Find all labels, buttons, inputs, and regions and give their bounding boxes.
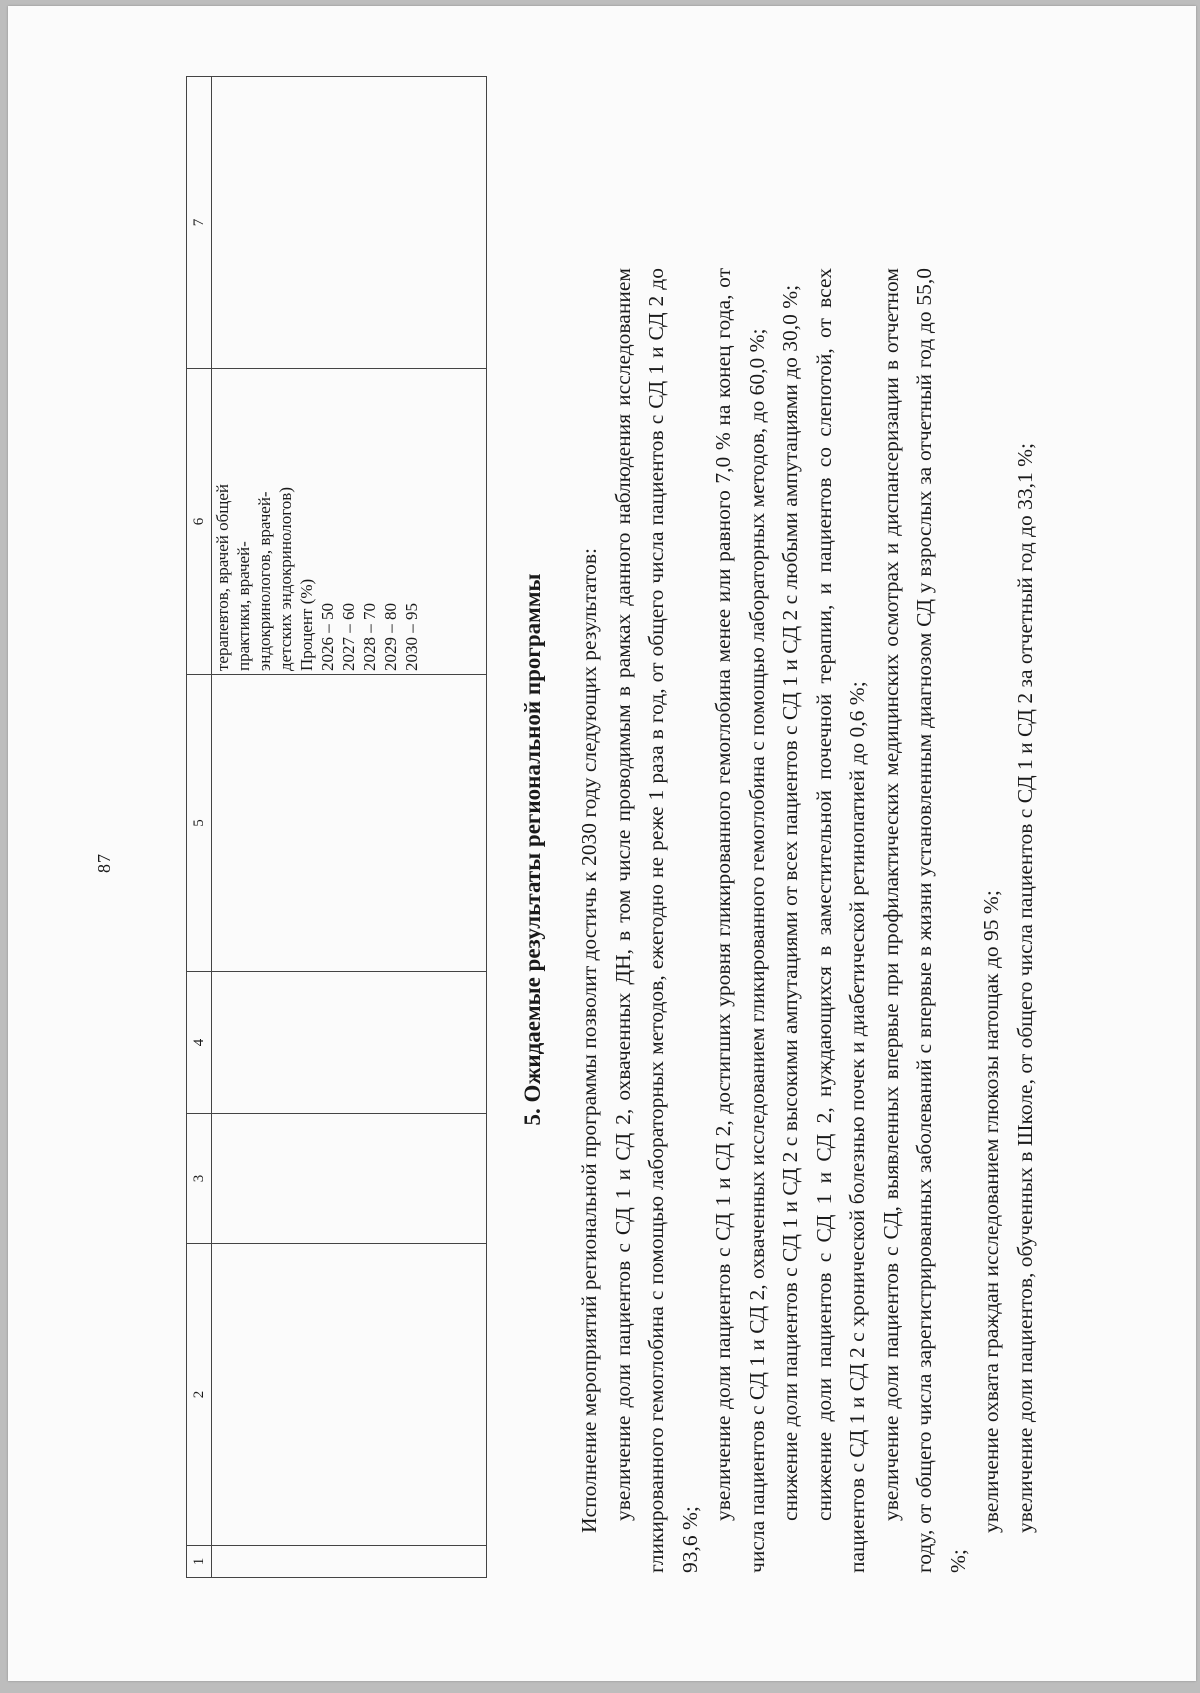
- document-page: [8, 6, 1196, 1681]
- table-cell: [212, 675, 487, 972]
- page-number: 87: [94, 853, 114, 873]
- paragraph: увеличение охвата граждан исследованием глюкозы натощак до 95 %;: [979, 890, 1003, 1533]
- cell-line: 2030 – 95: [402, 603, 421, 671]
- paragraph: увеличение доли пациентов с СД, выявленных впервые при профилактических медицинских осмотрах и диспансеризации в отчетном году, от общего числа зарегистрированных заболеваний с впервые в жизни установленным диагнозом СД у взрослых за отчетный год до 55,0 %;: [878, 268, 970, 1573]
- table-cell: [212, 972, 487, 1114]
- table-header-cell: 5: [187, 675, 212, 972]
- section-title: 5. Ожидаемые результаты региональной программы: [520, 573, 545, 1126]
- table-header-row: [187, 77, 212, 1578]
- continuation-table: [186, 76, 487, 1578]
- cell-line: 2026 – 50: [318, 603, 337, 671]
- table-header-cell: 4: [187, 972, 212, 1114]
- cell-line: Процент (%): [297, 578, 316, 671]
- table-cell: [212, 1114, 487, 1244]
- cell-line: терапевтов, врачей общей: [213, 484, 232, 671]
- paragraph: увеличение доли пациентов, обученных в Школе, от общего числа пациентов с СД 1 и СД 2 за отчетный год до 33,1 %;: [1012, 443, 1037, 1533]
- table-cell: [212, 1546, 487, 1578]
- cell-line: 2028 – 70: [360, 603, 379, 671]
- paragraph: Исполнение мероприятий региональной программы позволит достичь к 2030 году следующих результатов:: [577, 547, 601, 1533]
- cell-line: практики, врачей-: [234, 541, 253, 671]
- paragraph: снижение доли пациентов с СД 1 и СД 2, нуждающихся в заместительной почечной терапии, и пациентов со слепотой, от всех пациентов с СД 1 и СД 2 с хронической болезнью почек и диабетической ретинопатией до 0,6 %;: [811, 268, 869, 1573]
- table-cell: [212, 77, 487, 369]
- rotated-page-content: [8, 6, 1200, 1693]
- table-header-cell: 2: [187, 1244, 212, 1546]
- cell-line: 2029 – 80: [381, 603, 400, 671]
- table-header-cell: 6: [187, 369, 212, 675]
- cell-line: эндокринологов, врачей-: [255, 491, 274, 671]
- table-cell: [212, 1244, 487, 1546]
- cell-line: детских эндокринологов): [276, 487, 295, 671]
- paragraph: увеличение доли пациентов с СД 1 и СД 2, охваченных ДН, в том числе проводимым в рамках данного наблюдения исследованием гликированного гемоглобина с помощью лабораторных методов, ежегодно не реже 1 раза в год, от общего числа пациентов с СД 1 и СД 2 до 93,6 %;: [610, 268, 702, 1573]
- table-header-cell: 3: [187, 1114, 212, 1244]
- indicator-values-cell: [212, 369, 487, 675]
- table-header-cell: 1: [187, 1546, 212, 1578]
- section-body: [573, 268, 1042, 1573]
- paragraph: увеличение доли пациентов с СД 1 и СД 2, достигших уровня гликированного гемоглобина менее или равного 7,0 % на конец года, от числа пациентов с СД 1 и СД 2, охваченных исследованием гликированного гемоглобина с помощью лабораторных методов, до 60,0 %;: [711, 268, 769, 1573]
- table-row: [212, 77, 487, 1578]
- paragraph: снижение доли пациентов с СД 1 и СД 2 с высокими ампутациями от всех пациентов с СД 1 и СД 2 с любыми ампутациями до 30,0 %;: [778, 284, 802, 1521]
- table-header-cell: 7: [187, 77, 212, 369]
- cell-line: 2027 – 60: [339, 603, 358, 671]
